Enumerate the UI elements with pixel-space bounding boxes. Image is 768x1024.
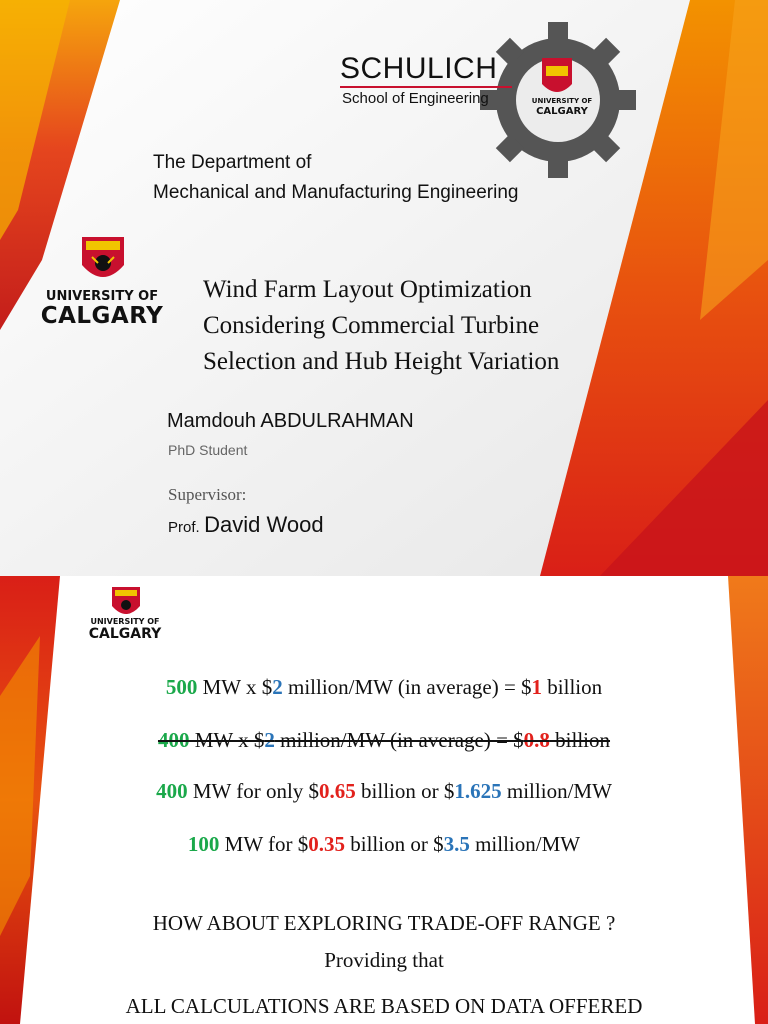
supervisor-name: David Wood (204, 512, 324, 537)
text-segment: billion or $ (355, 779, 455, 803)
university-crest-icon (80, 235, 126, 285)
author-role: PhD Student (168, 442, 248, 458)
schulich-subtitle: School of Engineering (342, 90, 489, 107)
schulich-divider (340, 86, 512, 88)
cost-line-100mw (0, 832, 768, 857)
presentation-title (203, 272, 663, 380)
department-heading (153, 148, 633, 208)
text-segment: billion (549, 728, 611, 752)
text-segment: MW x $ (197, 675, 273, 699)
text-segment: MW x $ (189, 728, 265, 752)
capacity-value: 400 (157, 728, 190, 752)
cost-line-400mw (0, 779, 768, 804)
gear-badge-line2: CALGARY (536, 106, 588, 117)
department-line1: The Department of (153, 152, 312, 173)
price-value: 1.625 (454, 779, 502, 803)
uc-logo-line2: CALGARY (88, 626, 162, 642)
title-line1: Wind Farm Layout Optimization (203, 276, 532, 303)
uc-logo-line2: CALGARY (40, 303, 164, 329)
providing-text: Providing that (324, 948, 444, 972)
total-value: 0.35 (308, 832, 345, 856)
text-segment: billion or $ (345, 832, 444, 856)
cost-line-400mw-struck (0, 728, 768, 753)
text-segment: million/MW (469, 832, 581, 856)
text-segment: billion (542, 675, 603, 699)
supervisor-prefix: Prof. (168, 519, 200, 536)
total-value: 0.65 (319, 779, 356, 803)
title-line2: Considering Commercial Turbine (203, 312, 540, 339)
text-segment: MW for $ (219, 832, 309, 856)
capacity-value: 500 (165, 675, 198, 699)
supervisor-label: Supervisor: (168, 485, 247, 504)
price-value: 3.5 (443, 832, 470, 856)
calculations-note: ALL CALCULATIONS ARE BASED ON DATA OFFERED (125, 994, 643, 1018)
cost-line-500mw (0, 675, 768, 700)
text-segment: million/MW (in average) = $ (274, 728, 524, 752)
university-crest-icon (111, 586, 141, 620)
schulich-wordmark: SCHULICH (340, 52, 498, 85)
total-value: 1 (531, 675, 543, 699)
total-value: 0.8 (523, 728, 550, 752)
text-segment: million/MW (501, 779, 612, 803)
text-segment: million/MW (in average) = $ (282, 675, 532, 699)
uc-logo-line1: UNIVERSITY OF (90, 617, 160, 626)
department-line2: Mechanical and Manufacturing Engineering (153, 182, 519, 203)
capacity-value: 400 (156, 779, 188, 803)
supervisor-line (168, 512, 324, 538)
price-value: 2 (264, 728, 275, 752)
capacity-value: 100 (187, 832, 220, 856)
gear-badge-line1: UNIVERSITY OF (531, 97, 593, 105)
cost-slide (0, 576, 768, 1024)
text-segment: MW for only $ (187, 779, 320, 803)
uc-logo-line1: UNIVERSITY OF (45, 289, 159, 304)
tradeoff-question: HOW ABOUT EXPLORING TRADE-OFF RANGE ? (152, 911, 616, 935)
price-value: 2 (272, 675, 283, 699)
title-line3: Selection and Hub Height Variation (203, 348, 560, 375)
author-name: Mamdouh ABDULRAHMAN (167, 410, 414, 432)
